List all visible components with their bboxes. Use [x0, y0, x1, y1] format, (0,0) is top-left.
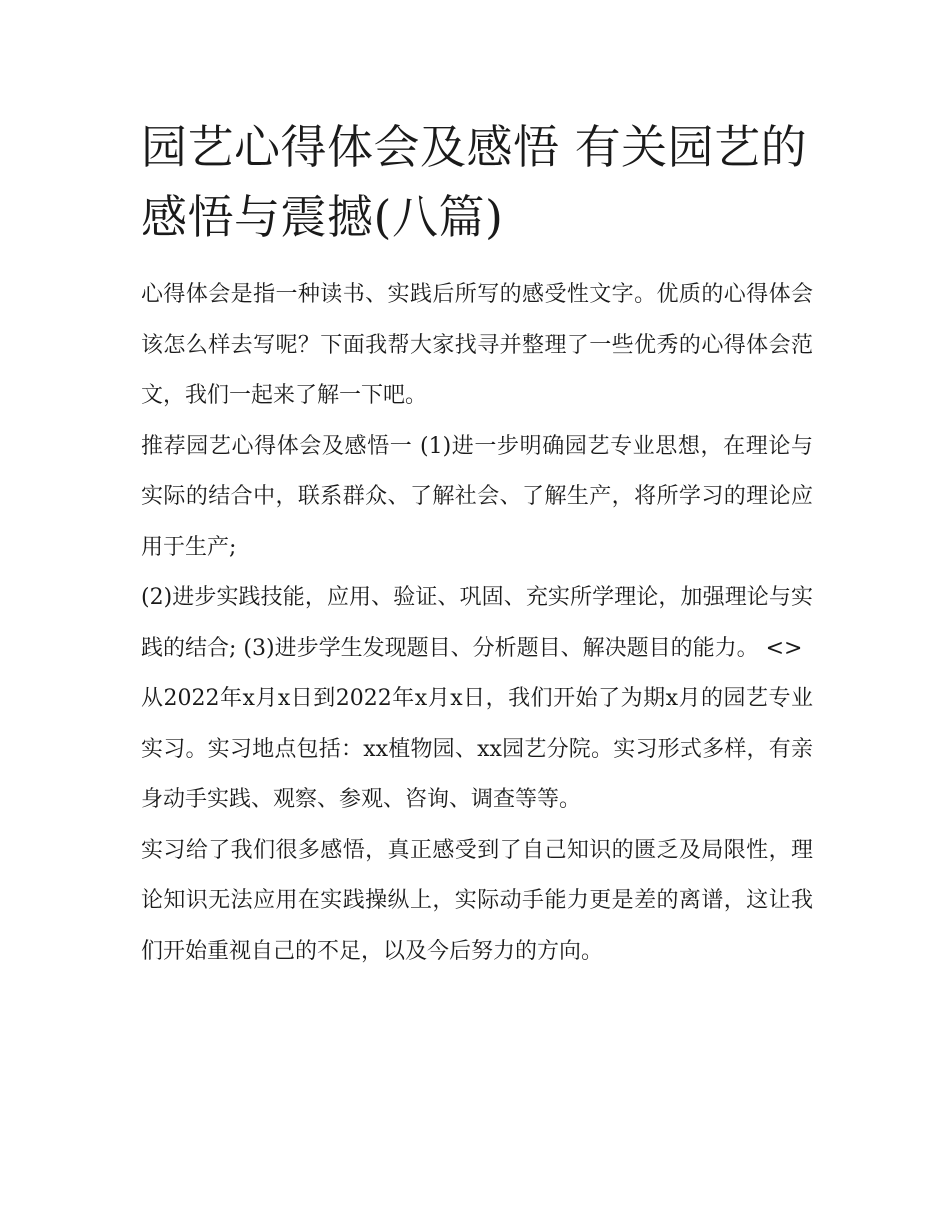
paragraph-objectives: 推荐园艺心得体会及感悟一 (1)进一步明确园艺专业思想，在理论与实际的结合中，联系群众、了解社会、了解生产，将所学习的理论应用于生产;: [141, 433, 813, 560]
document-title: 园艺心得体会及感悟 有关园艺的感悟与震撼(八篇): [141, 120, 808, 244]
paragraph-internship: 从2022年x月x日到2022年x月x日，我们开始了为期x月的园艺专业实习。实习地点包括：xx植物园、xx园艺分院。实习形式多样，有亲身动手实践、观察、参观、咨询、调查等等。: [141, 686, 813, 812]
paragraph-reflection: 实习给了我们很多感悟，真正感受到了自己知识的匮乏及局限性，理论知识无法应用在实践操纵上，实际动手能力更是差的离谱，这让我们开始重视自己的不足，以及今后努力的方向。: [141, 837, 813, 964]
paragraph-intro: 心得体会是指一种读书、实践后所写的感受性文字。优质的心得体会该怎么样去写呢？下面我帮大家找寻并整理了一些优秀的心得体会范文，我们一起来了解一下吧。: [141, 282, 813, 408]
document-page: [141, 112, 813, 977]
paragraph-skills: (2)进步实践技能，应用、验证、巩固、充实所学理论，加强理论与实践的结合; (3)进步学生发现题目、分析题目、解决题目的能力。 <>: [141, 585, 813, 661]
document-body: [141, 270, 813, 977]
